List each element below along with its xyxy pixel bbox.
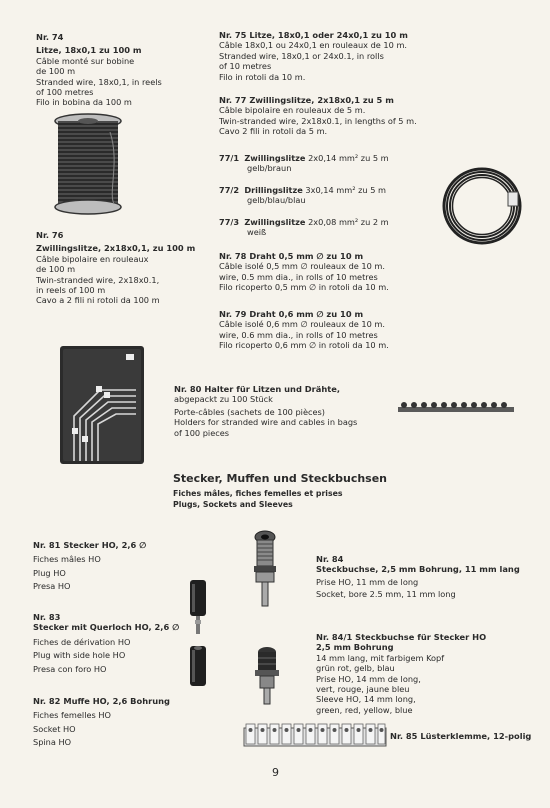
item-80 xyxy=(174,384,357,438)
item-82-it: Spina HO xyxy=(33,737,72,748)
section-title: Stecker, Muffen und Steckbuchsen xyxy=(173,472,388,485)
item-84-title: Steckbuchse, 2,5 mm Bohrung, 11 mm lang xyxy=(316,564,520,575)
item-83-it: Presa con foro HO xyxy=(33,663,107,674)
item-82-en: Socket HO xyxy=(33,723,76,734)
item-74-fr2: de 100 m xyxy=(36,66,76,77)
item-77 xyxy=(219,95,417,137)
item-83-en: Plug with side hole HO xyxy=(33,650,126,661)
item-82 xyxy=(33,696,170,748)
item-74 xyxy=(36,32,162,108)
item-80-en: Holders for stranded wire and cables in bags xyxy=(174,417,358,428)
item-76-en: Twin-stranded wire, 2x18x0.1, xyxy=(36,274,160,285)
item-84-1-title: Nr. 84/1 Steckbuchse für Stecker HO xyxy=(316,632,487,642)
socket-image xyxy=(186,644,210,688)
item-77-2-num: 77/2 xyxy=(219,185,240,195)
jack-socket-image xyxy=(248,530,282,610)
terminal-strip-image xyxy=(243,722,387,750)
item-81-fr: Fiches mâles HO xyxy=(33,554,101,565)
item-76-en2: in reels of 100 m xyxy=(36,285,106,296)
item-75-en2: of 10 metres xyxy=(219,61,272,72)
item-84-en: Socket, bore 2.5 mm, 11 mm long xyxy=(316,589,456,600)
item-74-en2: of 100 metres xyxy=(36,87,94,98)
item-79-it: Filo ricoperto 0,6 mm ∅ in rotoli da 10 m. xyxy=(219,340,389,351)
item-84-1-de2: grün rot, gelb, blau xyxy=(316,663,395,674)
item-78-fr: Câble isolé 0,5 mm ∅ rouleaux de 10 m. xyxy=(219,261,386,272)
item-74-it: Filo in bobina da 100 m xyxy=(36,97,132,108)
item-76-title: Zwillingslitze, 2x18x0,1, zu 100 m xyxy=(36,243,196,254)
item-77-3-name: Zwillingslitze xyxy=(244,217,306,227)
item-84-1-de: 14 mm lang, mit farbigem Kopf xyxy=(316,652,445,663)
item-74-fr: Câble monté sur bobine xyxy=(36,55,135,66)
item-85 xyxy=(390,731,531,741)
item-75-en: Stranded wire, 18x0,1 or 24x0.1, in rolls xyxy=(219,50,384,61)
colored-jack-image xyxy=(250,646,284,708)
item-83-title: Stecker mit Querloch HO, 2,6 ∅ xyxy=(33,622,180,633)
item-77-1-spec: 2x0,14 mm² zu 5 m xyxy=(308,153,389,163)
item-77-title: Nr. 77 Zwillingslitze, 2x18x0,1 zu 5 m xyxy=(219,95,394,105)
item-80-fr: Porte-câbles (sachets de 100 pièces) xyxy=(174,406,325,417)
item-77-fr: Câble bipolaire en rouleaux de 5 m. xyxy=(219,105,366,116)
item-77-3-spec: 2x0,08 mm² zu 2 m xyxy=(308,217,389,227)
item-81-title: Nr. 81 Stecker HO, 2,6 ∅ xyxy=(33,540,147,550)
item-77-1-name: Zwillingslitze xyxy=(244,153,306,163)
item-74-number: Nr. 74 xyxy=(36,32,64,42)
plug-image xyxy=(186,578,210,638)
item-77-2 xyxy=(219,185,386,206)
item-84 xyxy=(316,554,520,600)
item-84-1-en2: green, red, yellow, blue xyxy=(316,704,413,715)
page-number: 9 xyxy=(272,766,279,779)
item-75-title: Nr. 75 Litze, 18x0,1 oder 24x0,1 zu 10 m xyxy=(219,30,408,40)
item-77-3 xyxy=(219,217,389,238)
item-75-fr: Câble 18x0,1 ou 24x0,1 en rouleaux de 10 m. xyxy=(219,40,408,51)
item-77-en: Twin-stranded wire, 2x18x0.1, in lengths of 5 m. xyxy=(219,115,417,126)
item-84-1 xyxy=(316,632,486,715)
item-76-number: Nr. 76 xyxy=(36,230,64,240)
item-81-it: Presa HO xyxy=(33,581,71,592)
item-75 xyxy=(219,30,408,82)
item-77-2-spec: 3x0,14 mm² zu 5 m xyxy=(305,185,386,195)
item-77-1-num: 77/1 xyxy=(219,153,240,163)
item-83-fr: Fiches de dérivation HO xyxy=(33,636,131,647)
item-84-1-fr2: vert, rouge, jaune bleu xyxy=(316,684,410,695)
item-75-it: Filo in rotoli da 10 m. xyxy=(219,71,306,82)
item-79 xyxy=(219,309,389,351)
item-74-title: Litze, 18x0,1 zu 100 m xyxy=(36,45,142,56)
item-84-number: Nr. 84 xyxy=(316,554,344,564)
item-82-fr: Fiches femelles HO xyxy=(33,710,111,721)
item-77-1 xyxy=(219,153,389,174)
wire-spool-image xyxy=(50,112,126,216)
item-84-fr: Prise HO, 11 mm de long xyxy=(316,576,419,587)
item-81 xyxy=(33,540,146,592)
item-85-title: Nr. 85 Lüsterklemme, 12-polig xyxy=(390,731,532,741)
section-subtitle-en: Plugs, Sockets and Sleeves xyxy=(173,500,293,509)
item-80-title: Nr. 80 Halter für Litzen und Drähte, xyxy=(174,384,341,394)
item-77-1-colors: gelb/braun xyxy=(247,163,292,174)
item-84-1-title2: 2,5 mm Bohrung xyxy=(316,642,394,653)
item-79-title: Nr. 79 Draht 0,6 mm ∅ zu 10 m xyxy=(219,309,364,319)
wire-coil-image xyxy=(438,162,526,250)
section-subtitle-fr: Fiches mâles, fiches femelles et prises xyxy=(173,489,343,498)
item-76-it: Cavo a 2 fili ni rotoli da 100 m xyxy=(36,295,160,306)
item-74-en: Stranded wire, 18x0,1, in reels xyxy=(36,76,162,87)
item-84-1-en: Sleeve HO, 14 mm long, xyxy=(316,694,416,705)
item-76 xyxy=(36,230,195,306)
holder-strip-image xyxy=(396,398,516,418)
item-76-fr2: de 100 m xyxy=(36,264,76,275)
item-77-2-colors: gelb/blau/blau xyxy=(247,195,306,206)
item-78-title: Nr. 78 Draht 0,5 mm ∅ zu 10 m xyxy=(219,251,364,261)
wire-holder-card-image xyxy=(60,346,144,464)
item-81-en: Plug HO xyxy=(33,567,66,578)
item-77-3-colors: weiß xyxy=(247,227,267,238)
item-80-en2: of 100 pieces xyxy=(174,427,230,438)
item-78 xyxy=(219,251,389,293)
item-77-2-name: Drillingslitze xyxy=(244,185,303,195)
item-77-it: Cavo 2 fili in rotoli da 5 m. xyxy=(219,126,328,137)
item-77-3-num: 77/3 xyxy=(219,217,240,227)
item-83-number: Nr. 83 xyxy=(33,612,61,622)
item-82-title: Nr. 82 Muffe HO, 2,6 Bohrung xyxy=(33,696,170,706)
item-79-fr: Câble isolé 0,6 mm ∅ rouleaux de 10 m. xyxy=(219,319,386,330)
item-80-sub: abgepackt zu 100 Stück xyxy=(174,394,273,405)
item-79-en: wire, 0.6 mm dia., in rolls of 10 metres xyxy=(219,329,378,340)
item-83 xyxy=(33,612,179,674)
item-78-en: wire, 0.5 mm dia., in rolls of 10 metres xyxy=(219,271,378,282)
item-76-fr: Câble bipolaire en rouleaux xyxy=(36,253,149,264)
item-84-1-fr: Prise HO, 14 mm de long, xyxy=(316,673,421,684)
item-78-it: Filo ricoperto 0,5 mm ∅ in rotoli da 10 m. xyxy=(219,282,389,293)
